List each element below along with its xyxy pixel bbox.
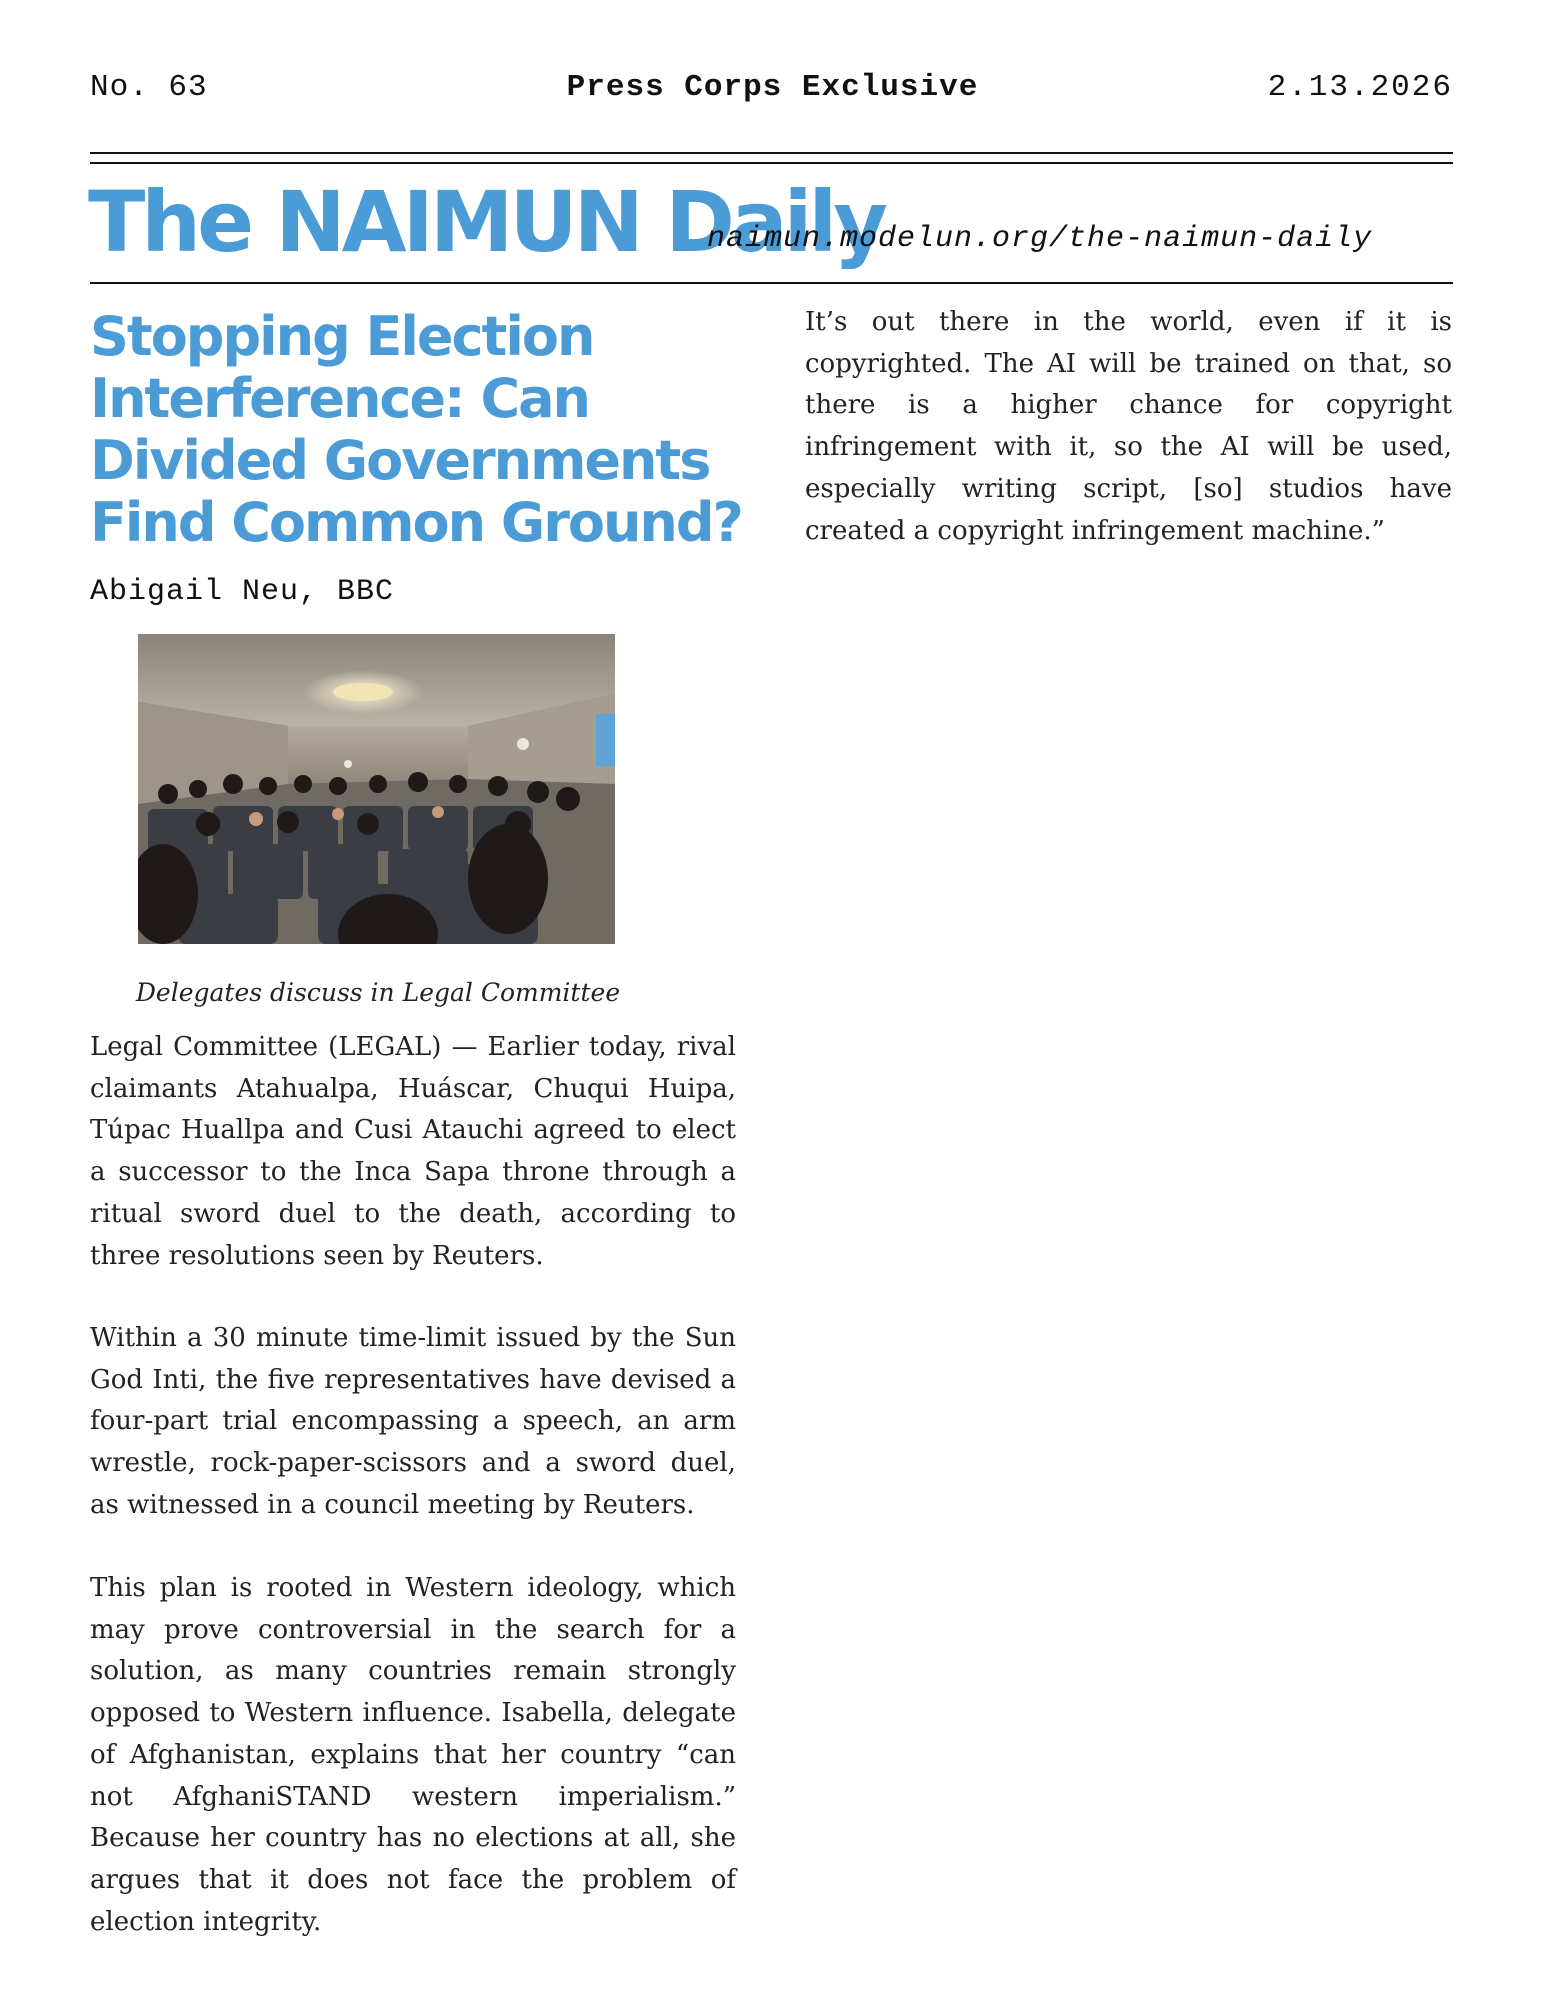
top-double-rule-1: [90, 152, 1453, 154]
article-paragraph: This plan is rooted in Western ideology, which may prove controversial in the search for a solution, as many countries remain strongly opposed to Western influence. Isabella, delegate of Afghanistan, explains that her country “can not AfghaniSTAND western imperialism.” Because her country has no elections at all, she argues that it does not face the problem of election integrity.: [90, 1573, 736, 1937]
issue-number: No. 63: [90, 70, 208, 105]
section-label: Press Corps Exclusive: [566, 70, 979, 105]
article-paragraph: Within a 30 minute time-limit issued by the Sun God Inti, the five representatives have devised a four-part trial encompassing a speech, an arm wrestle, rock-paper-scissors and a sword duel, as witnessed in a council meeting by Reuters.: [90, 1323, 736, 1520]
masthead-url[interactable]: naimun.modelun.org/the-naimun-daily: [707, 222, 1373, 256]
article-paragraph: Legal Committee (LEGAL) — Earlier today, rival claimants Atahualpa, Huáscar, Chuqui Huipa, Túpac Huallpa and Cusi Atauchi agreed to elect a successor to the Inca Sapa throne through a ritual sword duel to the death, according to three resolutions seen by Reuters.: [90, 1032, 736, 1271]
photo-caption: Delegates discuss in Legal Committee: [135, 978, 621, 1007]
article-headline: Stopping Election Interference: Can Divided Governments Find Common Ground?: [90, 305, 742, 554]
masthead-title: The NAIMUN Daily: [88, 173, 884, 271]
issue-date: 2.13.2026: [1267, 70, 1453, 105]
article-byline: Abigail Neu, BBC: [90, 575, 395, 609]
masthead-rule: [90, 282, 1453, 284]
top-double-rule-2: [90, 162, 1453, 164]
article-paragraph: It’s out there in the world, even if it is copyrighted. The AI will be trained on that, so there is a higher chance for copyright infringement with it, so the AI will be used, especially writing script, [so] studios have created a copyright infringement machine.”: [805, 307, 1452, 546]
committee-photo: [138, 634, 615, 944]
